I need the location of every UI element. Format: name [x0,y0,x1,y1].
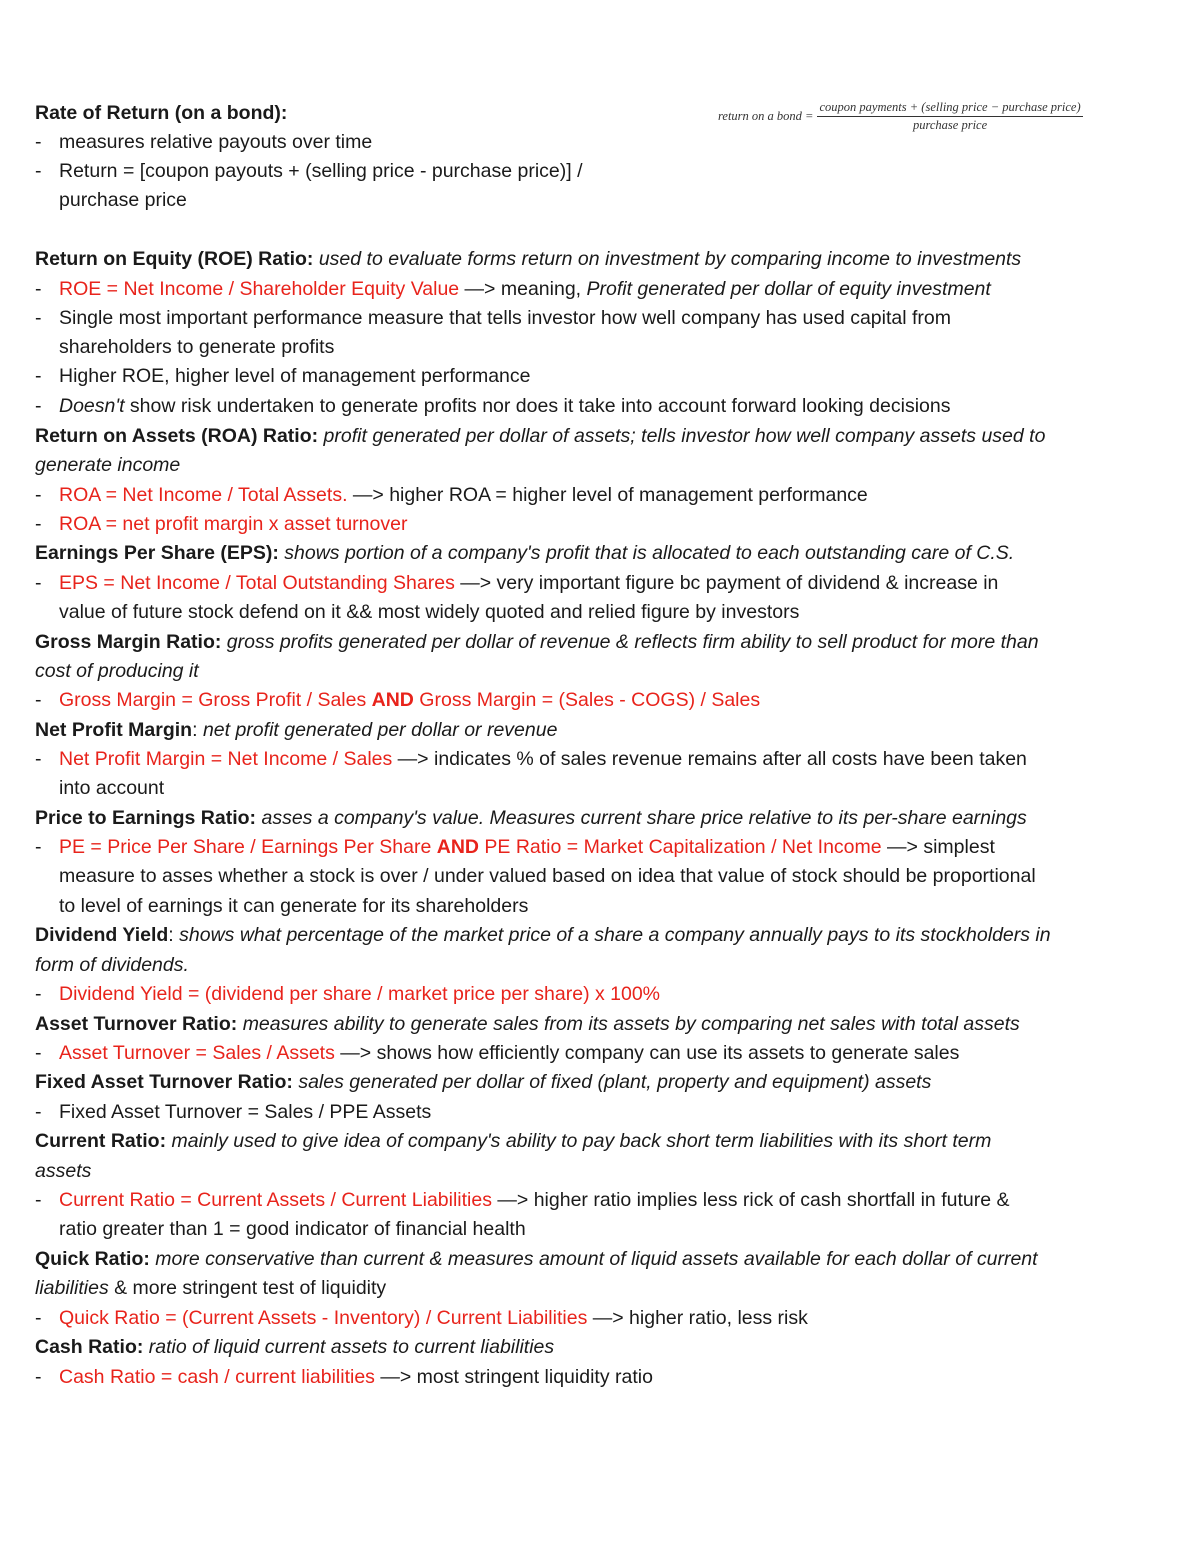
bullet-dash: - [35,395,42,417]
at-heading: Asset Turnover Ratio: measures ability to generate sales from its assets by comparing net sales with total assets [35,1013,1020,1035]
dy-formula: Dividend Yield = (dividend per share / market price per share) x 100% [59,983,661,1005]
cr-formula-cont: ratio greater than 1 = good indicator of financial health [59,1218,526,1240]
cash-formula: Cash Ratio = cash / current liabilities —> most stringent liquidity ratio [59,1366,653,1388]
npm-heading: Net Profit Margin: net profit generated per dollar or revenue [35,719,558,741]
gm-formula: Gross Margin = Gross Profit / Sales AND Gross Margin = (Sales - COGS) / Sales [59,689,761,711]
bullet-dash: - [35,1189,42,1211]
eps-formula: EPS = Net Income / Total Outstanding Shares —> very important figure bc payment of dividend & increase in [59,572,999,594]
roa-formula-1: ROA = Net Income / Total Assets. —> higher ROA = higher level of management performance [59,484,868,506]
bullet-dash: - [35,307,42,329]
eps-heading: Earnings Per Share (EPS): shows portion of a company's profit that is allocated to each outstanding care of C.S. [35,542,1015,564]
bullet-dash: - [35,1042,42,1064]
ror-heading: Rate of Return (on a bond): [35,102,288,124]
roa-desc-cont: generate income [35,454,181,476]
cr-heading: Current Ratio: mainly used to give idea of company's ability to pay back short term liabilities with its short term [35,1130,992,1152]
roe-bullet-2-cont: shareholders to generate profits [59,336,335,358]
roe-formula: ROE = Net Income / Shareholder Equity Value —> meaning, Profit generated per dollar of equity investment [59,278,991,300]
eps-formula-cont: value of future stock defend on it && most widely quoted and relied figure by investors [59,601,800,623]
bullet-dash: - [35,278,42,300]
cash-heading: Cash Ratio: ratio of liquid current assets to current liabilities [35,1336,555,1358]
pe-formula: PE = Price Per Share / Earnings Per Share AND PE Ratio = Market Capitalization / Net Income —> simplest [59,836,995,858]
roe-bullet-3: Higher ROE, higher level of management performance [59,365,531,387]
fat-formula: Fixed Asset Turnover = Sales / PPE Assets [59,1101,432,1123]
roe-bullet-2: Single most important performance measure that tells investor how well company has used capital from [59,307,951,329]
ror-bullet-2: Return = [coupon payouts + (selling price - purchase price)] / [59,160,583,182]
bullet-dash: - [35,1366,42,1388]
pe-formula-cont-1: measure to asses whether a stock is over / under valued based on idea that value of stock should be proportional [59,865,1036,887]
formula-lhs: return on a bond = [718,109,814,123]
roe-bullet-4: Doesn't show risk undertaken to generate profits nor does it take into account forward looking decisions [59,395,951,417]
bullet-dash: - [35,365,42,387]
npm-formula: Net Profit Margin = Net Income / Sales —> indicates % of sales revenue remains after all costs have been taken [59,748,1027,770]
fat-heading: Fixed Asset Turnover Ratio: sales generated per dollar of fixed (plant, property and equipment) assets [35,1071,932,1093]
formula-denominator: purchase price [912,118,988,132]
bullet-dash: - [35,1307,42,1329]
pe-heading: Price to Earnings Ratio: asses a company's value. Measures current share price relative to its per-share earnings [35,807,1027,829]
bullet-dash: - [35,513,42,535]
npm-formula-cont: into account [59,777,165,799]
bullet-dash: - [35,131,42,153]
gm-desc-cont: cost of producing it [35,660,199,682]
bullet-dash: - [35,748,42,770]
formula-numerator: coupon payments + (selling price − purchase price) [817,100,1082,117]
dy-heading: Dividend Yield: shows what percentage of the market price of a share a company annually pays to its stockholders in [35,924,1051,946]
ror-bullet-2-cont: purchase price [59,189,187,211]
bullet-dash: - [35,484,42,506]
dy-desc-cont: form of dividends. [35,954,189,976]
pe-formula-cont-2: to level of earnings it can generate for its shareholders [59,895,529,917]
bullet-dash: - [35,160,42,182]
bullet-dash: - [35,983,42,1005]
gm-heading: Gross Margin Ratio: gross profits generated per dollar of revenue & reflects firm ability to sell product for more than [35,631,1039,653]
qr-heading: Quick Ratio: more conservative than current & measures amount of liquid assets available for each dollar of current [35,1248,1038,1270]
qr-formula: Quick Ratio = (Current Assets - Inventory) / Current Liabilities —> higher ratio, less risk [59,1307,808,1329]
bullet-dash: - [35,836,42,858]
bullet-dash: - [35,1101,42,1123]
qr-desc-cont: liabilities & more stringent test of liquidity [35,1277,387,1299]
ror-bullet-1: measures relative payouts over time [59,131,373,153]
at-formula: Asset Turnover = Sales / Assets —> shows how efficiently company can use its assets to generate sales [59,1042,960,1064]
roa-heading: Return on Assets (ROA) Ratio: profit generated per dollar of assets; tells investor how well company assets used to [35,425,1046,447]
cr-desc-cont: assets [35,1160,92,1182]
cr-formula: Current Ratio = Current Assets / Current Liabilities —> higher ratio implies less rick of cash shortfall in future & [59,1189,1010,1211]
roa-formula-2: ROA = net profit margin x asset turnover [59,513,408,535]
bullet-dash: - [35,572,42,594]
roe-heading: Return on Equity (ROE) Ratio: used to evaluate forms return on investment by comparing income to investments [35,248,1022,270]
bullet-dash: - [35,689,42,711]
